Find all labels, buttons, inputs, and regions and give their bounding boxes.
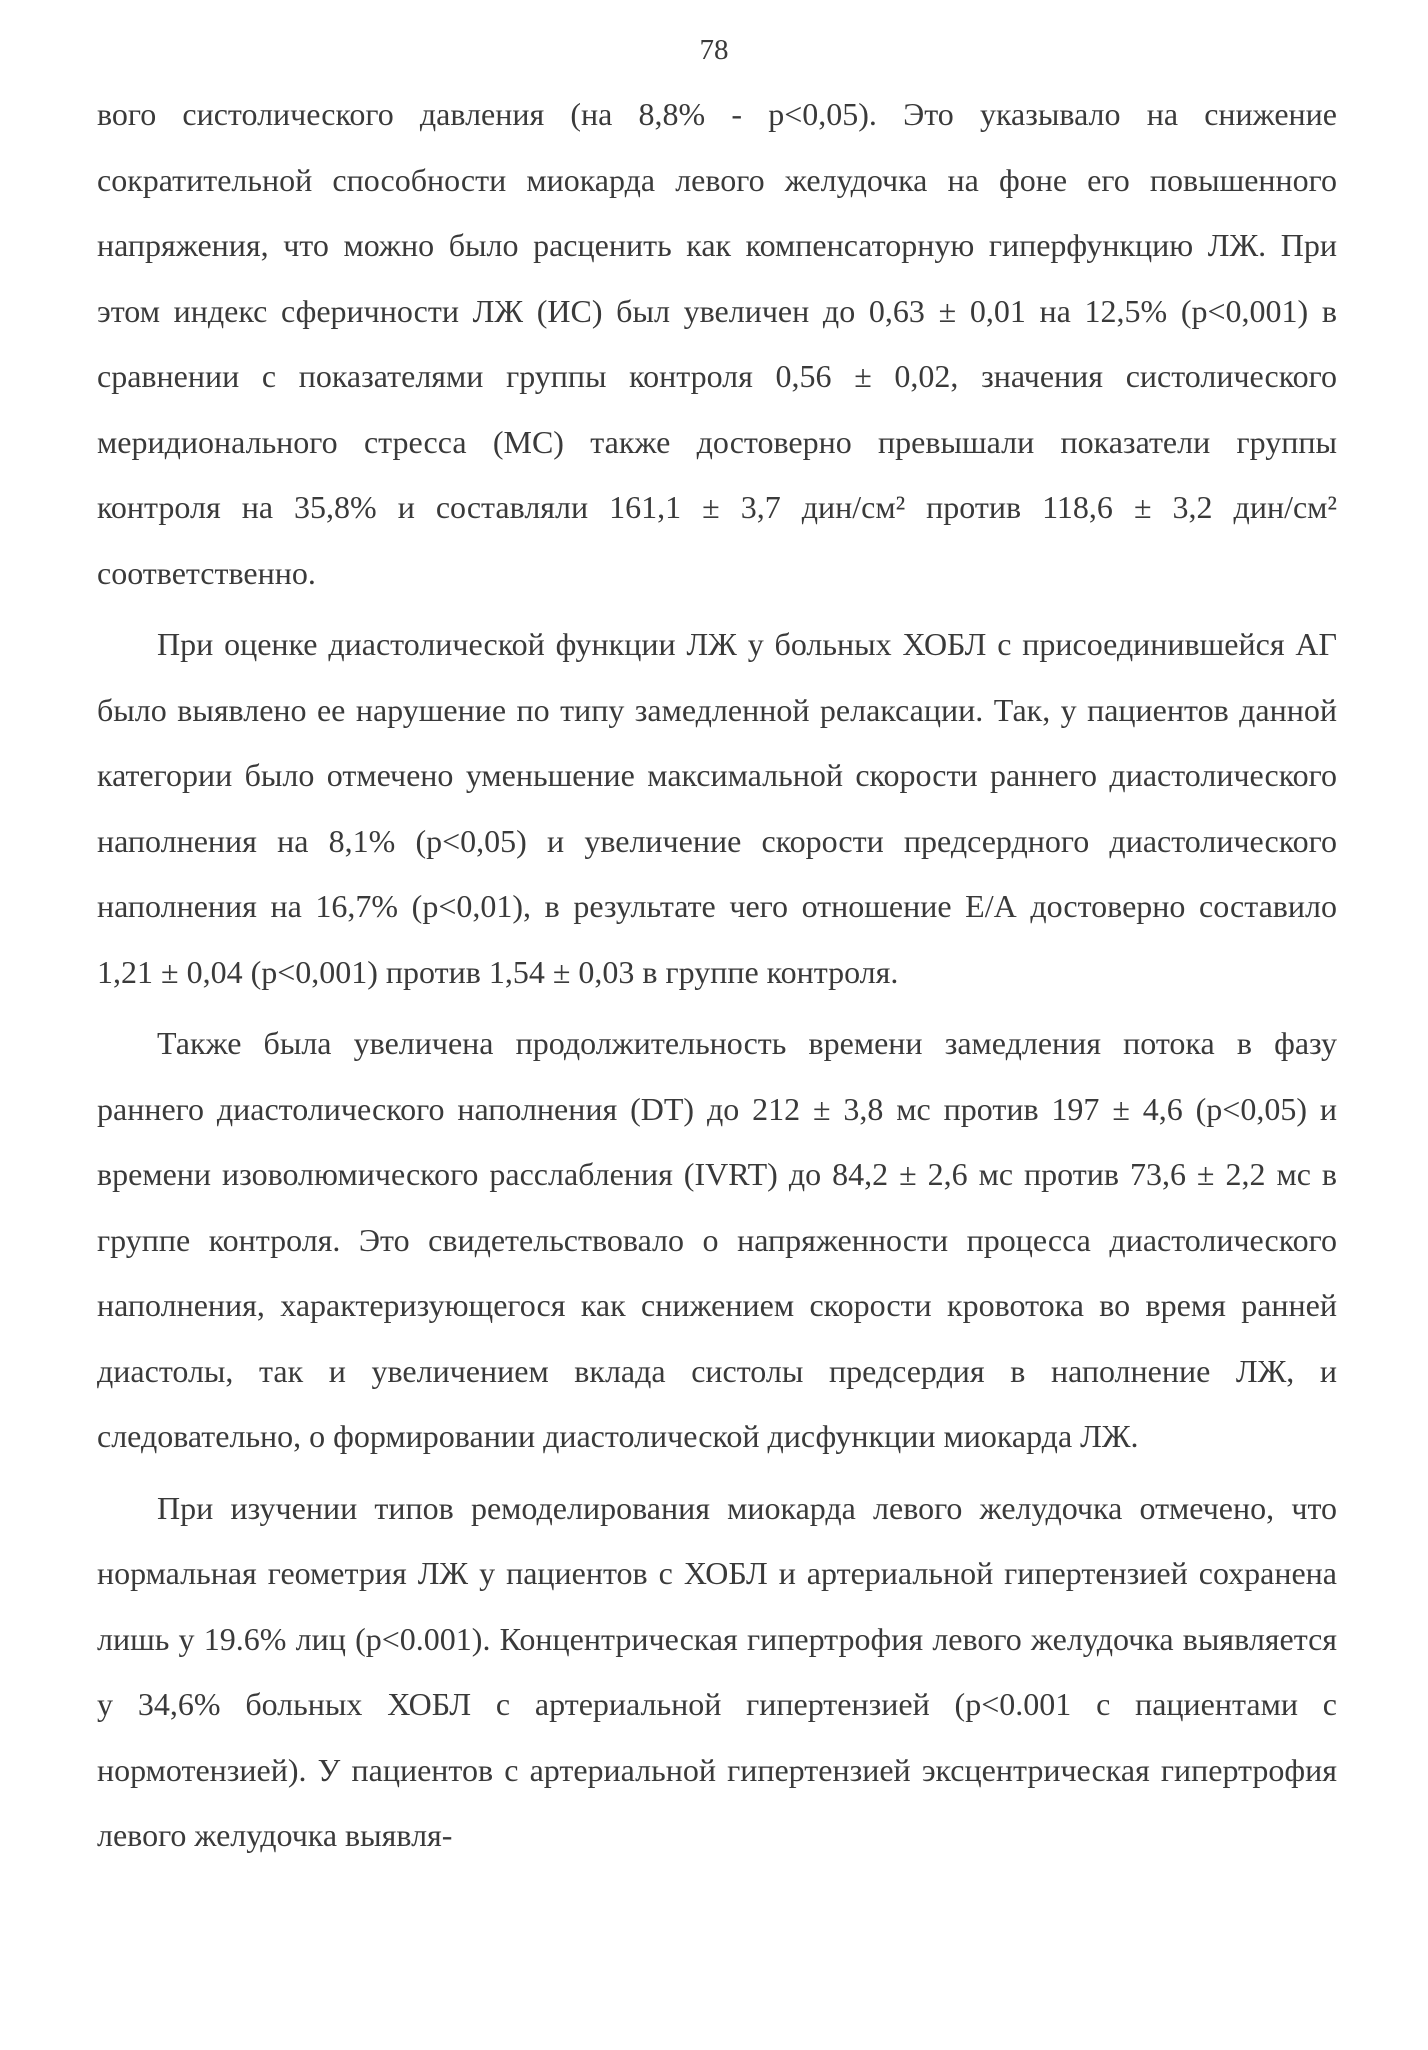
document-body: [97, 82, 1337, 1869]
paragraph-4: При изучении типов ремоделирования миокарда левого желудочка отмечено, что нормальная геометрия ЛЖ у пациентов с ХОБЛ и артериальной гипертензией сохранена лишь у 19.6% лиц (р<0.001). Концентрическая гипертрофия левого желудочка выявляется у 34,6% больных ХОБЛ с артериальной гипертензией (р<0.001 с пациентами с нормотензией). У пациентов с артериальной гипертензией эксцентрическая гипертрофия левого желудочка выявля-: [97, 1489, 1337, 1853]
page-number: 78: [699, 34, 729, 66]
paragraph-3: Также была увеличена продолжительность времени замедления потока в фазу раннего диастолического наполнения (DT) до 212 ± 3,8 мс против 197 ± 4,6 (р<0,05) и времени изоволюмического расслабления (IVRT) до 84,2 ± 2,6 мс против 73,6 ± 2,2 мс в группе контроля. Это свидетельствовало о напряженности процесса диастолического наполнения, характеризующегося как снижением скорости кровотока во время ранней диастолы, так и увеличением вклада систолы предсердия в наполнение ЛЖ, и следовательно, о формировании диастолической дисфункции миокарда ЛЖ.: [97, 1025, 1337, 1454]
paragraph-1: вого систолического давления (на 8,8% - р<0,05). Это указывало на снижение сократительной способности миокарда левого желудочка на фоне его повышенного напряжения, что можно было расценить как компенсаторную гиперфункцию ЛЖ. При этом индекс сферичности ЛЖ (ИС) был увеличен до 0,63 ± 0,01 на 12,5% (р<0,001) в сравнении с показателями группы контроля 0,56 ± 0,02, значения систолического меридионального стресса (МС) также достоверно превышали показатели группы контроля на 35,8% и составляли 161,1 ± 3,7 дин/см² против 118,6 ± 3,2 дин/см² соответственно.: [97, 96, 1337, 591]
paragraph-2: При оценке диастолической функции ЛЖ у больных ХОБЛ с присоединившейся АГ было выявлено ее нарушение по типу замедленной релаксации. Так, у пациентов данной категории было отмечено уменьшение максимальной скорости раннего диастолического наполнения на 8,1% (р<0,05) и увеличение скорости предсердного диастолического наполнения на 16,7% (р<0,01), в результате чего отношение Е/А достоверно составило 1,21 ± 0,04 (р<0,001) против 1,54 ± 0,03 в группе контроля.: [97, 626, 1337, 990]
